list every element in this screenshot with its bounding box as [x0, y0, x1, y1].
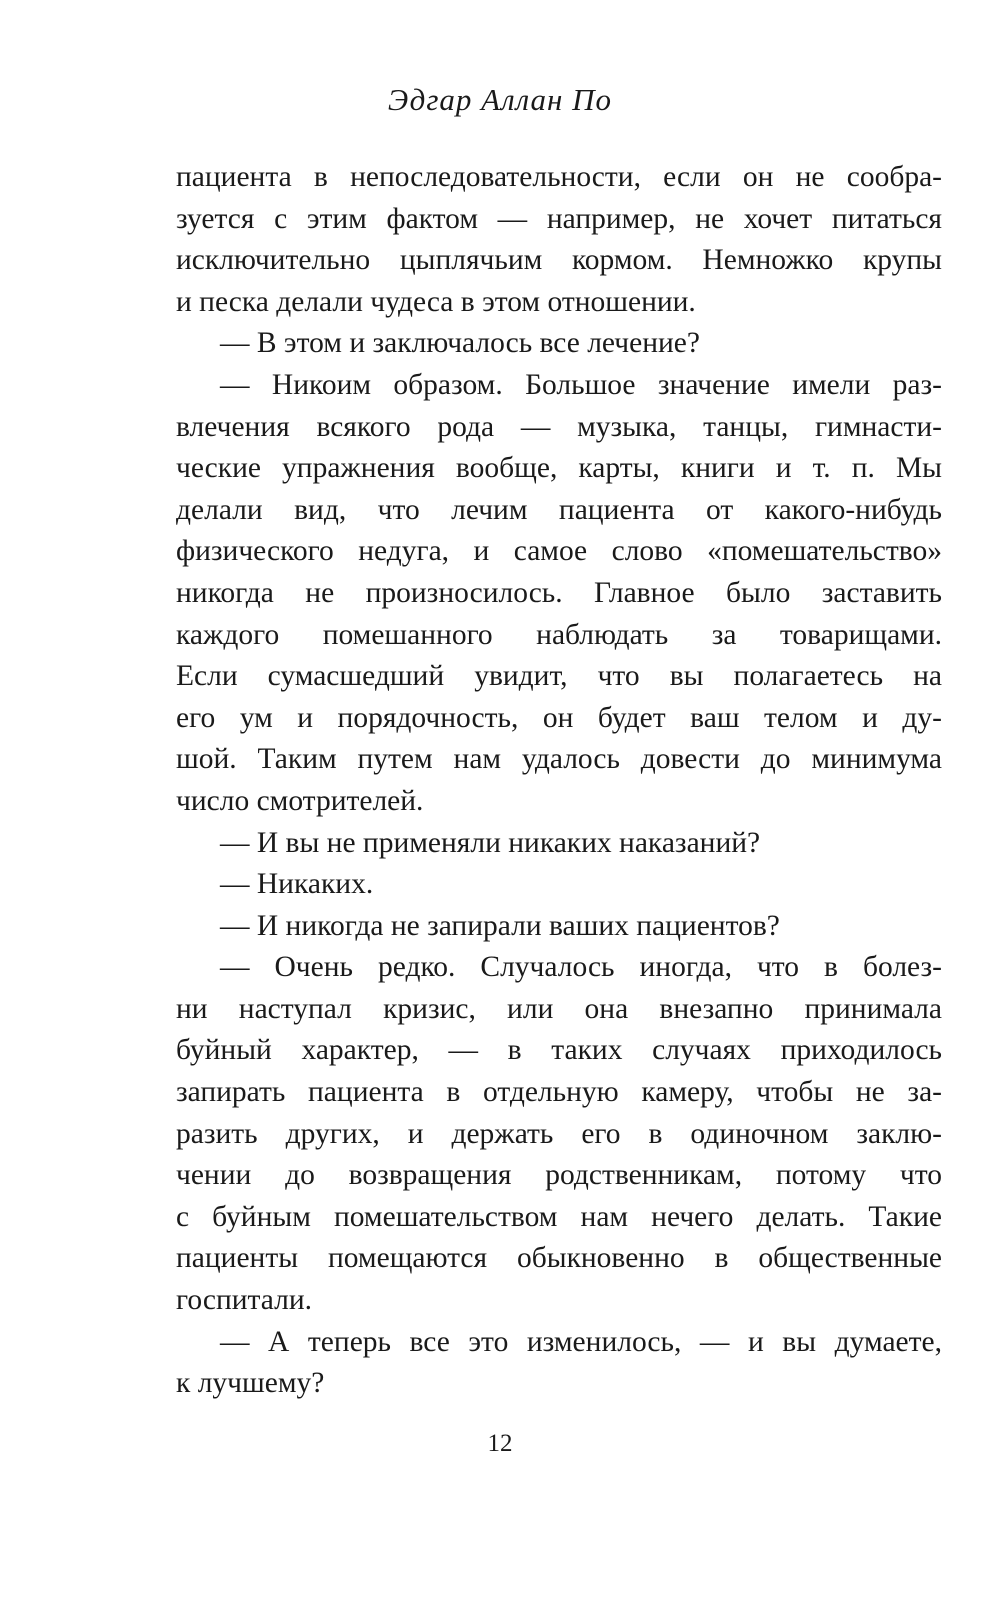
text-line: запирать пациента в отдельную камеру, чтобы не за- — [176, 1076, 942, 1109]
text-line: — Никаких. — [220, 868, 374, 901]
text-line: ческие упражнения вообще, карты, книги и т. п. Мы — [176, 452, 942, 485]
text-line: буйный характер, — в таких случаях приходилось — [176, 1034, 942, 1067]
text-line: — И никогда не запирали ваших пациентов? — [220, 909, 780, 942]
text-line: исключительно цыплячьим кормом. Немножко крупы — [176, 244, 942, 277]
text-line: зуется с этим фактом — например, не хочет питаться — [176, 202, 942, 235]
text-line: пациента в непоследовательности, если он не сообра- — [176, 161, 942, 193]
text-line: — И вы не применяли никаких наказаний? — [220, 826, 761, 859]
text-line: с буйным помешательством нам нечего делать. Такие — [176, 1200, 942, 1233]
text-line: и песка делали чудеса в этом отношении. — [176, 285, 696, 318]
text-line: пациенты помещаются обыкновенно в общественные — [176, 1242, 942, 1275]
running-head: Эдгар Аллан По — [387, 82, 613, 117]
page-number: 12 — [487, 1430, 513, 1457]
text-line: число смотрителей. — [176, 784, 424, 817]
text-line: госпитали. — [176, 1284, 313, 1317]
text-line: — А теперь все это изменилось, — и вы думаете, — [220, 1325, 942, 1358]
text-line: каждого помешанного наблюдать за товарищами. — [176, 618, 942, 651]
text-line: — Очень редко. Случалось иногда, что в болез- — [220, 951, 942, 984]
text-line: шой. Таким путем нам удалось довести до минимума — [176, 743, 942, 776]
body-text — [176, 157, 942, 1405]
text-line: его ум и порядочность, он будет ваш телом и ду- — [176, 701, 942, 734]
text-line: Если сумасшедший увидит, что вы полагаетесь на — [176, 660, 942, 693]
text-line: разить других, и держать его в одиночном заклю- — [176, 1117, 942, 1150]
text-line: делали вид, что лечим пациента от какого-нибудь — [176, 493, 942, 526]
text-line: никогда не произносилось. Главное было заставить — [176, 576, 942, 609]
text-line: влечения всякого рода — музыка, танцы, гимнасти- — [176, 410, 942, 443]
text-line: к лучшему? — [176, 1367, 325, 1400]
text-line: физического недуга, и самое слово «помешательство» — [176, 535, 942, 568]
text-line: — В этом и заключалось все лечение? — [220, 327, 700, 360]
text-line: — Никоим образом. Большое значение имели раз- — [220, 368, 942, 401]
text-line: ни наступал кризис, или она внезапно принимала — [176, 992, 942, 1025]
text-line: чении до возвращения родственникам, потому что — [176, 1159, 942, 1192]
